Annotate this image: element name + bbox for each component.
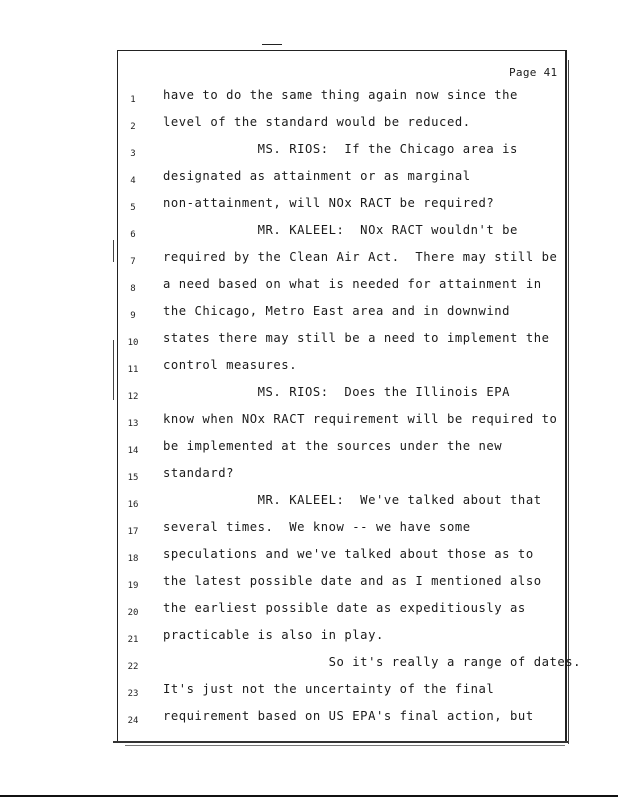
line-number: 14 — [127, 446, 139, 456]
transcript-line: non-attainment, will NOx RACT be required? — [163, 196, 495, 210]
frame-bottom-border-inner — [125, 745, 565, 746]
transcript-line: a need based on what is needed for attainment in — [163, 277, 542, 291]
line-number: 3 — [130, 149, 136, 159]
transcript-line: several times. We know -- we have some — [163, 520, 471, 534]
transcript-line: speculations and we've talked about those as to — [163, 547, 534, 561]
transcript-line: MS. RIOS: Does the Illinois EPA — [163, 385, 511, 399]
transcript-line: level of the standard would be reduced. — [163, 115, 471, 129]
frame-right-shadow — [568, 60, 569, 744]
transcript-line: MR. KALEEL: We've talked about that — [163, 493, 542, 507]
transcript-line: practicable is also in play. — [163, 628, 384, 642]
transcript-line: the latest possible date and as I mentioned also — [163, 574, 542, 588]
line-number: 19 — [127, 581, 139, 591]
transcript-line: be implemented at the sources under the new — [163, 439, 503, 453]
line-number: 17 — [127, 527, 139, 537]
line-number: 16 — [127, 500, 139, 510]
line-number: 2 — [130, 122, 136, 132]
margin-mark — [113, 240, 114, 262]
frame-bottom-border — [113, 741, 568, 743]
transcript-line: the Chicago, Metro East area and in downwind — [163, 304, 511, 318]
transcript-line: required by the Clean Air Act. There may still be — [163, 250, 558, 264]
transcript-line: MS. RIOS: If the Chicago area is — [163, 142, 518, 156]
line-number: 11 — [127, 365, 139, 375]
line-number: 9 — [130, 311, 136, 321]
line-number: 20 — [127, 608, 139, 618]
line-number: 22 — [127, 662, 139, 672]
transcript-line: requirement based on US EPA's final action, but — [163, 709, 534, 723]
transcript-line: the earliest possible date as expeditiously as — [163, 601, 526, 615]
scan-bottom-rule — [0, 795, 618, 797]
line-number: 1 — [130, 95, 136, 105]
line-number: 18 — [127, 554, 139, 564]
transcript-line: standard? — [163, 466, 234, 480]
line-number: 15 — [127, 473, 139, 483]
transcript-line: designated as attainment or as marginal — [163, 169, 471, 183]
transcript-line: states there may still be a need to implement the — [163, 331, 550, 345]
transcript-line: So it's really a range of dates. — [163, 655, 582, 669]
line-number: 5 — [130, 203, 136, 213]
line-number: 6 — [130, 230, 136, 240]
line-number: 23 — [127, 689, 139, 699]
transcript-line: MR. KALEEL: NOx RACT wouldn't be — [163, 223, 518, 237]
transcript-line: control measures. — [163, 358, 298, 372]
line-number: 10 — [127, 338, 139, 348]
transcript-line: have to do the same thing again now since the — [163, 88, 518, 102]
page-number: Page 41 — [509, 66, 558, 79]
line-number: 21 — [127, 635, 139, 645]
line-number: 7 — [130, 257, 136, 267]
margin-mark — [113, 340, 114, 400]
line-number: 8 — [130, 284, 136, 294]
line-number: 12 — [127, 392, 139, 402]
line-number: 24 — [127, 716, 139, 726]
line-number: 13 — [127, 419, 139, 429]
line-number: 4 — [130, 176, 136, 186]
transcript-line: know when NOx RACT requirement will be required to — [163, 412, 558, 426]
transcript-line: It's just not the uncertainty of the final — [163, 682, 495, 696]
frame-top-mark — [262, 44, 282, 45]
